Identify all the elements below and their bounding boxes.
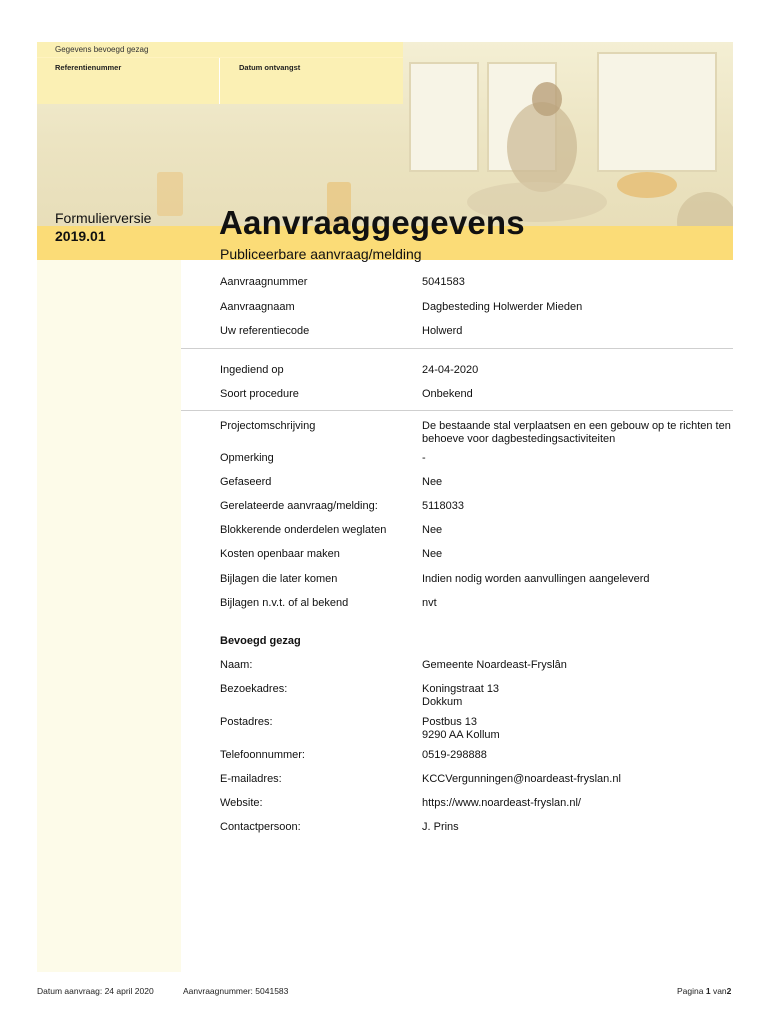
page-title: Aanvraaggegevens [219, 204, 525, 241]
field-label: Ingediend op [220, 364, 284, 376]
field-value: Gemeente Noardeast-Fryslân [422, 659, 567, 671]
field-value: De bestaande stal verplaatsen en een gebouw op te richten ten behoeve voor dagbestedingsactiviteiten [422, 420, 731, 445]
field-label: Aanvraagnummer [220, 276, 308, 288]
referentienummer-label: Referentienummer [55, 63, 122, 72]
field-label: Bezoekadres: [220, 683, 288, 695]
page-total: 2 [726, 986, 732, 996]
field-label: Blokkerende onderdelen weglaten [220, 524, 387, 536]
field-value: 5118033 [422, 500, 465, 512]
field-value-block [422, 716, 742, 742]
pagina-label: Pagina [677, 986, 704, 996]
gezag-title: Gegevens bevoegd gezag [55, 45, 149, 54]
field-value: nvt [422, 597, 437, 609]
field-value: Indien nodig worden aanvullingen aangeleverd [422, 573, 650, 585]
footer-aanvraagnummer: Aanvraagnummer: 5041583 [183, 986, 289, 996]
field-value: Nee [422, 548, 443, 560]
field-value: 5041583 [422, 276, 465, 288]
field-value: Nee [422, 524, 443, 536]
field-value: Nee [422, 476, 443, 488]
field-label: Uw referentiecode [220, 325, 310, 337]
field-label: Bijlagen n.v.t. of al bekend [220, 597, 349, 609]
footer-pagination [677, 986, 731, 996]
page-number: 1 [705, 986, 711, 996]
field-label: Bijlagen die later komen [220, 573, 338, 585]
field-label: Soort procedure [220, 388, 299, 400]
field-label: Contactpersoon: [220, 821, 301, 833]
field-label: Naam: [220, 659, 253, 671]
field-label: Gerelateerde aanvraag/melding: [220, 500, 378, 512]
field-label: Telefoonnummer: [220, 749, 305, 761]
van-label: van [712, 986, 727, 996]
address-line: Dokkum [422, 696, 463, 708]
form-version: 2019.01 [55, 228, 106, 244]
field-value-block [422, 683, 742, 709]
field-label: Postadres: [220, 716, 273, 728]
section-divider [181, 410, 733, 411]
address-line: Koningstraat 13 [422, 683, 500, 695]
page-subtitle: Publiceerbare aanvraag/melding [220, 246, 422, 262]
field-value: - [422, 452, 426, 464]
field-label: Website: [220, 797, 263, 809]
bevoegd-gezag-heading: Bevoegd gezag [220, 635, 301, 647]
form-version-label: Formulierversie [55, 210, 152, 226]
field-value: Onbekend [422, 388, 473, 400]
field-value: 0519-298888 [422, 749, 487, 761]
field-label: Gefaseerd [220, 476, 272, 488]
gezag-box [37, 42, 403, 104]
field-label: Aanvraagnaam [220, 301, 295, 313]
address-line: Postbus 13 [422, 716, 478, 728]
field-value: J. Prins [422, 821, 459, 833]
field-label: Opmerking [220, 452, 274, 464]
datum-ontvangst-label: Datum ontvangst [239, 63, 301, 72]
website-link[interactable]: https://www.noardeast-fryslan.nl/ [422, 797, 581, 809]
gezag-divider [219, 58, 220, 104]
field-value: 24-04-2020 [422, 364, 479, 376]
field-label: E-mailadres: [220, 773, 282, 785]
field-value: Dagbesteding Holwerder Mieden [422, 301, 583, 313]
field-label: Projectomschrijving [220, 420, 316, 432]
field-value: Holwerd [422, 325, 463, 337]
field-label: Kosten openbaar maken [220, 548, 340, 560]
footer-datum: Datum aanvraag: 24 april 2020 [37, 986, 154, 996]
section-divider [181, 348, 733, 349]
email-link[interactable]: KCCVergunningen@noardeast-fryslan.nl [422, 773, 621, 785]
address-line: 9290 AA Kollum [422, 729, 500, 741]
